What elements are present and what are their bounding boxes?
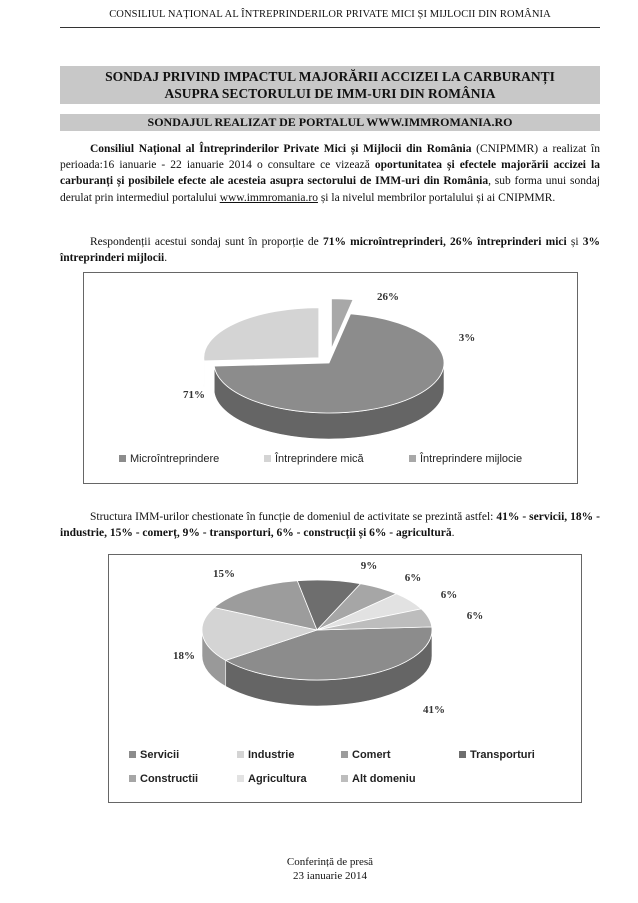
legend-swatch-alt-domeniu [341,775,348,782]
data-label-constructii: 6% [404,572,422,584]
intro-text-3: și la nivelul membrilor portalului și ai CNIPMMR. [317,191,556,204]
legend-label-intreprindere-mijlocie: Întreprindere mijlocie [420,453,523,465]
footer-date: 23 ianuarie 2014 [293,870,367,882]
legend-label-constructii: Constructii [140,773,199,785]
document-subtitle: SONDAJUL REALIZAT DE PORTALUL WWW.IMMROMANIA.RO [60,114,600,131]
resp-bold-2: 3% întreprinderi mijlocii [60,236,600,265]
data-label-microintreprindere: 71% [183,389,205,401]
footer [60,855,600,883]
legend-label-transporturi: Transporturi [470,749,535,761]
header-rule [60,27,600,28]
resp-bold-1: 71% microîntreprinderi, 26% întreprinderi mici [322,236,567,248]
data-label-agricultura: 6% [440,589,458,601]
pie-chart-activity-domain [109,555,581,802]
data-label-comert: 15% [213,568,235,580]
legend-swatch-constructii [129,775,136,782]
data-label-servicii: 41% [423,704,445,716]
chart-activity-domain [108,554,582,803]
respondents-paragraph [60,234,600,266]
resp-text-2: și [566,236,583,248]
legend-swatch-servicii [129,751,136,758]
activity-bold: 41% - servicii, 18% - industrie, 15% - comerț, 9% - transporturi, 6% - construcții și 6% - agricultură [60,511,600,540]
legend-swatch-intreprindere-mica [264,455,271,462]
intro-text-1: (CNIPMMR) a realizat în perioada:16 ianuarie - 22 ianuarie 2014 o consultare ce vizează [60,143,600,172]
portal-link[interactable]: www.immromania.ro [219,191,318,204]
pie-chart-company-size [84,273,577,483]
data-label-alt-domeniu: 6% [466,610,484,622]
footer-event: Conferință de presă [286,856,374,868]
org-name: Consiliul Național al Întreprinderilor Private Mici și Mijlocii din România [90,143,472,155]
title-line-1: SONDAJ PRIVIND IMPACTUL MAJORĂRII ACCIZEI LA CARBURANȚI [105,69,555,84]
resp-text-1: Respondenții acestui sondaj sunt în proporție de [90,236,323,248]
pie-slice-intreprindere-mica [204,308,319,361]
legend-label-servicii: Servicii [140,749,180,761]
resp-text-3: . [164,252,168,265]
intro-bold-topic: oportunitatea și efectele majorării accizei la carburanți și posibilele efecte ale acesteia asupra sectorului de IMM-uri din România [60,159,600,188]
data-label-industrie: 18% [173,650,195,662]
intro-paragraph [60,141,600,206]
legend-label-industrie: Industrie [248,749,295,761]
legend-label-intreprindere-mica: Întreprindere mică [275,453,364,465]
legend-label-alt-domeniu: Alt domeniu [352,773,416,785]
document-title [60,66,600,104]
activity-text-1: Structura IMM-urilor chestionate în funcție de domeniul de activitate se prezintă astfel: [90,511,497,523]
activity-paragraph [60,509,600,541]
activity-text-2: . [451,527,455,540]
legend-swatch-intreprindere-mijlocie [409,455,416,462]
data-label-intreprindere-mica: 26% [377,291,399,303]
title-line-2: ASUPRA SECTORULUI DE IMM-URI DIN ROMÂNIA [164,86,496,101]
legend-label-comert: Comert [352,749,391,761]
data-label-intreprindere-mijlocie: 3% [458,332,476,344]
legend-swatch-agricultura [237,775,244,782]
chart-company-size [83,272,578,484]
legend-swatch-industrie [237,751,244,758]
legend-label-agricultura: Agricultura [248,773,307,785]
legend-swatch-transporturi [459,751,466,758]
legend-swatch-comert [341,751,348,758]
legend-label-microintreprindere: Microîntreprindere [130,453,220,465]
document-header: CONSILIUL NAȚIONAL AL ÎNTREPRINDERILOR PRIVATE MICI ȘI MIJLOCII DIN ROMÂNIA [109,9,551,20]
data-label-transporturi: 9% [360,560,378,572]
legend-swatch-microintreprindere [119,455,126,462]
intro-text-2: , sub forma unui sondaj derulat prin intermediul portalului [60,175,601,204]
